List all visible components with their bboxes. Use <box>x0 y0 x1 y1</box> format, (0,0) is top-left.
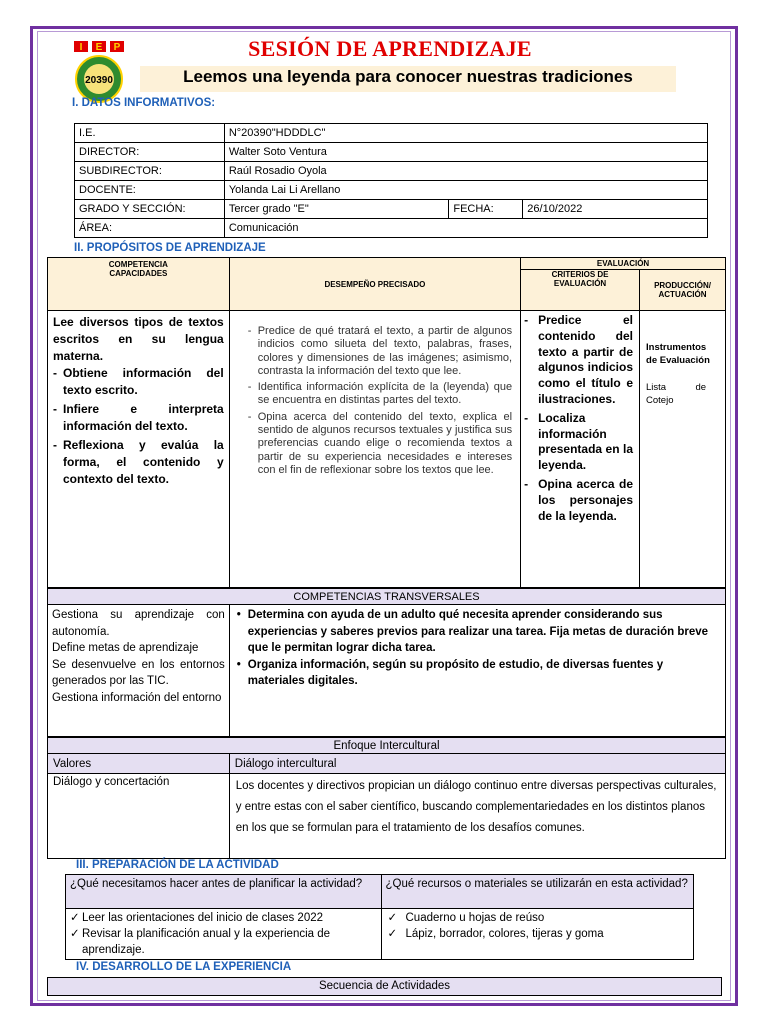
list-item: ✓ Leer las orientaciones del inicio de clases 2022 <box>70 910 377 926</box>
valores-label: Valores <box>48 754 230 774</box>
header-evaluacion: EVALUACIÓN <box>521 258 726 270</box>
list-item: - Identifica información explícita de la (leyenda) que se encuentra en distintas partes del texto. <box>248 381 512 408</box>
competencia-cell <box>48 311 230 588</box>
list-item: Gestiona su aprendizaje con autonomía. <box>52 609 225 638</box>
section-heading-preparacion: III. PREPARACIÓN DE LA ACTIVIDAD <box>76 859 279 871</box>
list-item: - Opina acerca del contenido del texto, explica el sentido de algunos recursos textuales y justifica sus preferencias cuando elige o recomienda textos a partir de su experiencia necesidades e intereses con el fin de reflexionar sobre los textos que lee. <box>248 411 512 477</box>
list-item: - Reflexiona y evalúa la forma, el contenido y contexto del texto. <box>53 437 224 488</box>
answer-before <box>66 909 382 960</box>
row-label: DIRECTOR: <box>75 143 225 162</box>
enfoque-item-label: Diálogo y concertación <box>48 774 230 859</box>
table-row <box>75 200 708 219</box>
question-resources: ¿Qué recursos o materiales se utilizarán en esta actividad? <box>381 875 694 909</box>
list-item: Se desenvuelve en los entornos generados por las TIC. <box>52 658 225 687</box>
valores-value: Diálogo intercultural <box>229 754 725 774</box>
transversales-heading: COMPETENCIAS TRANSVERSALES <box>48 589 726 605</box>
header-competencia: COMPETENCIA CAPACIDADES <box>48 258 230 311</box>
propositos-table <box>47 257 726 588</box>
transversales-table <box>47 588 726 737</box>
instrumentos-label: Instrumentos de Evaluación <box>646 342 710 366</box>
header-produccion: PRODUCCIÓN/ ACTUACIÓN <box>640 270 726 311</box>
transversales-right <box>229 605 725 737</box>
list-item: - Predice el contenido del texto a partir de algunos indicios como el título e ilustraciones. <box>524 313 633 408</box>
header-criterios: CRITERIOS DE EVALUACIÓN <box>521 270 640 311</box>
list-item: • Organiza información, según su propósito de estudio, de diversas fuentes y materiales digitales. <box>234 657 719 690</box>
list-item: Define metas de aprendizaje <box>52 642 199 654</box>
list-item: - Predice de qué tratará el texto, a partir de algunos indicios como silueta del texto, palabras, frases, colores y dimensiones de las imágenes; asimismo, contrasta la información del texto que lee. <box>248 325 512 378</box>
answer-resources <box>381 909 694 960</box>
capacidades-list <box>53 365 224 488</box>
list-item: - Localiza información presentada en la leyenda. <box>524 411 633 474</box>
transversales-left <box>48 605 230 737</box>
preparacion-table <box>65 874 694 960</box>
svg-text:I: I <box>79 42 83 53</box>
desempeno-cell <box>229 311 520 588</box>
area-value: Comunicación <box>224 219 707 238</box>
list-item: • Determina con ayuda de un adulto qué necesita aprender considerando sus experiencias y saberes previos para realizar una tarea. Fija metas de duración breve que le permitan lograr dicha tarea. <box>234 607 719 657</box>
fecha-value: 26/10/2022 <box>523 200 708 219</box>
section-heading-datos: I. DATOS INFORMATIVOS: <box>72 97 216 109</box>
table-row <box>75 162 708 181</box>
row-value: Yolanda Lai Li Arellano <box>224 181 707 200</box>
list-item: - Obtiene información del texto escrito. <box>53 365 224 399</box>
page-subtitle: Leemos una leyenda para conocer nuestras tradiciones <box>183 67 633 86</box>
section-heading-propositos: II. PROPÓSITOS DE APRENDIZAJE <box>74 242 266 254</box>
enfoque-table <box>47 737 726 859</box>
question-before: ¿Qué necesitamos hacer antes de planificar la actividad? <box>66 875 382 909</box>
grado-label: GRADO Y SECCIÓN: <box>75 200 225 219</box>
row-value: Raúl Rosadio Oyola <box>224 162 707 181</box>
area-label: ÁREA: <box>75 219 225 238</box>
school-logo <box>72 40 126 104</box>
criterios-list <box>524 313 633 524</box>
table-row <box>75 143 708 162</box>
section-heading-desarrollo: IV. DESARROLLO DE LA EXPERIENCIA <box>76 961 292 973</box>
produccion-cell <box>640 311 726 588</box>
list-item: ✓ Cuaderno u hojas de reúso <box>388 910 688 926</box>
svg-text:P: P <box>113 42 121 53</box>
desempeno-list <box>248 325 512 477</box>
table-row <box>75 219 708 238</box>
answer-before-list <box>70 910 377 958</box>
table-row <box>75 124 708 143</box>
grado-value: Tercer grado "E" <box>224 200 449 219</box>
enfoque-item-text: Los docentes y directivos propician un diálogo continuo entre diversas perspectivas culturales, y entre estas con el saber científico, buscando complementariedades en los distintos planos en los que se formulan para el tratamiento de los desafíos comunes. <box>229 774 725 859</box>
lista-label: Lista de Cotejo <box>646 382 707 406</box>
fecha-label: FECHA: <box>449 200 523 219</box>
row-label: SUBDIRECTOR: <box>75 162 225 181</box>
header-desempeno: DESEMPEÑO PRECISADO <box>229 258 520 311</box>
secuencia-band: Secuencia de Actividades <box>47 977 722 996</box>
competencia-title: Lee diversos tipos de textos escritos en su lengua materna. <box>53 315 224 363</box>
svg-text:E: E <box>95 42 103 53</box>
row-value: N°20390"HDDDLC" <box>224 124 707 143</box>
answer-resources-list <box>388 910 688 942</box>
row-label: I.E. <box>75 124 225 143</box>
datos-informativos-table <box>74 123 708 238</box>
row-value: Walter Soto Ventura <box>224 143 707 162</box>
page-title: SESIÓN DE APRENDIZAJE <box>248 36 532 61</box>
enfoque-heading: Enfoque Intercultural <box>48 738 726 754</box>
transversales-list <box>234 607 719 690</box>
list-item: ✓ Lápiz, borrador, colores, tijeras y goma <box>388 926 688 942</box>
list-item: Gestiona información del entorno <box>52 691 222 704</box>
svg-text:20390: 20390 <box>85 75 113 86</box>
criterios-cell <box>521 311 640 588</box>
table-row <box>75 181 708 200</box>
row-label: DOCENTE: <box>75 181 225 200</box>
list-item: ✓ Revisar la planificación anual y la experiencia de aprendizaje. <box>70 926 377 958</box>
list-item: - Opina acerca de los personajes de la leyenda. <box>524 477 633 524</box>
list-item: - Infiere e interpreta información del texto. <box>53 401 224 435</box>
